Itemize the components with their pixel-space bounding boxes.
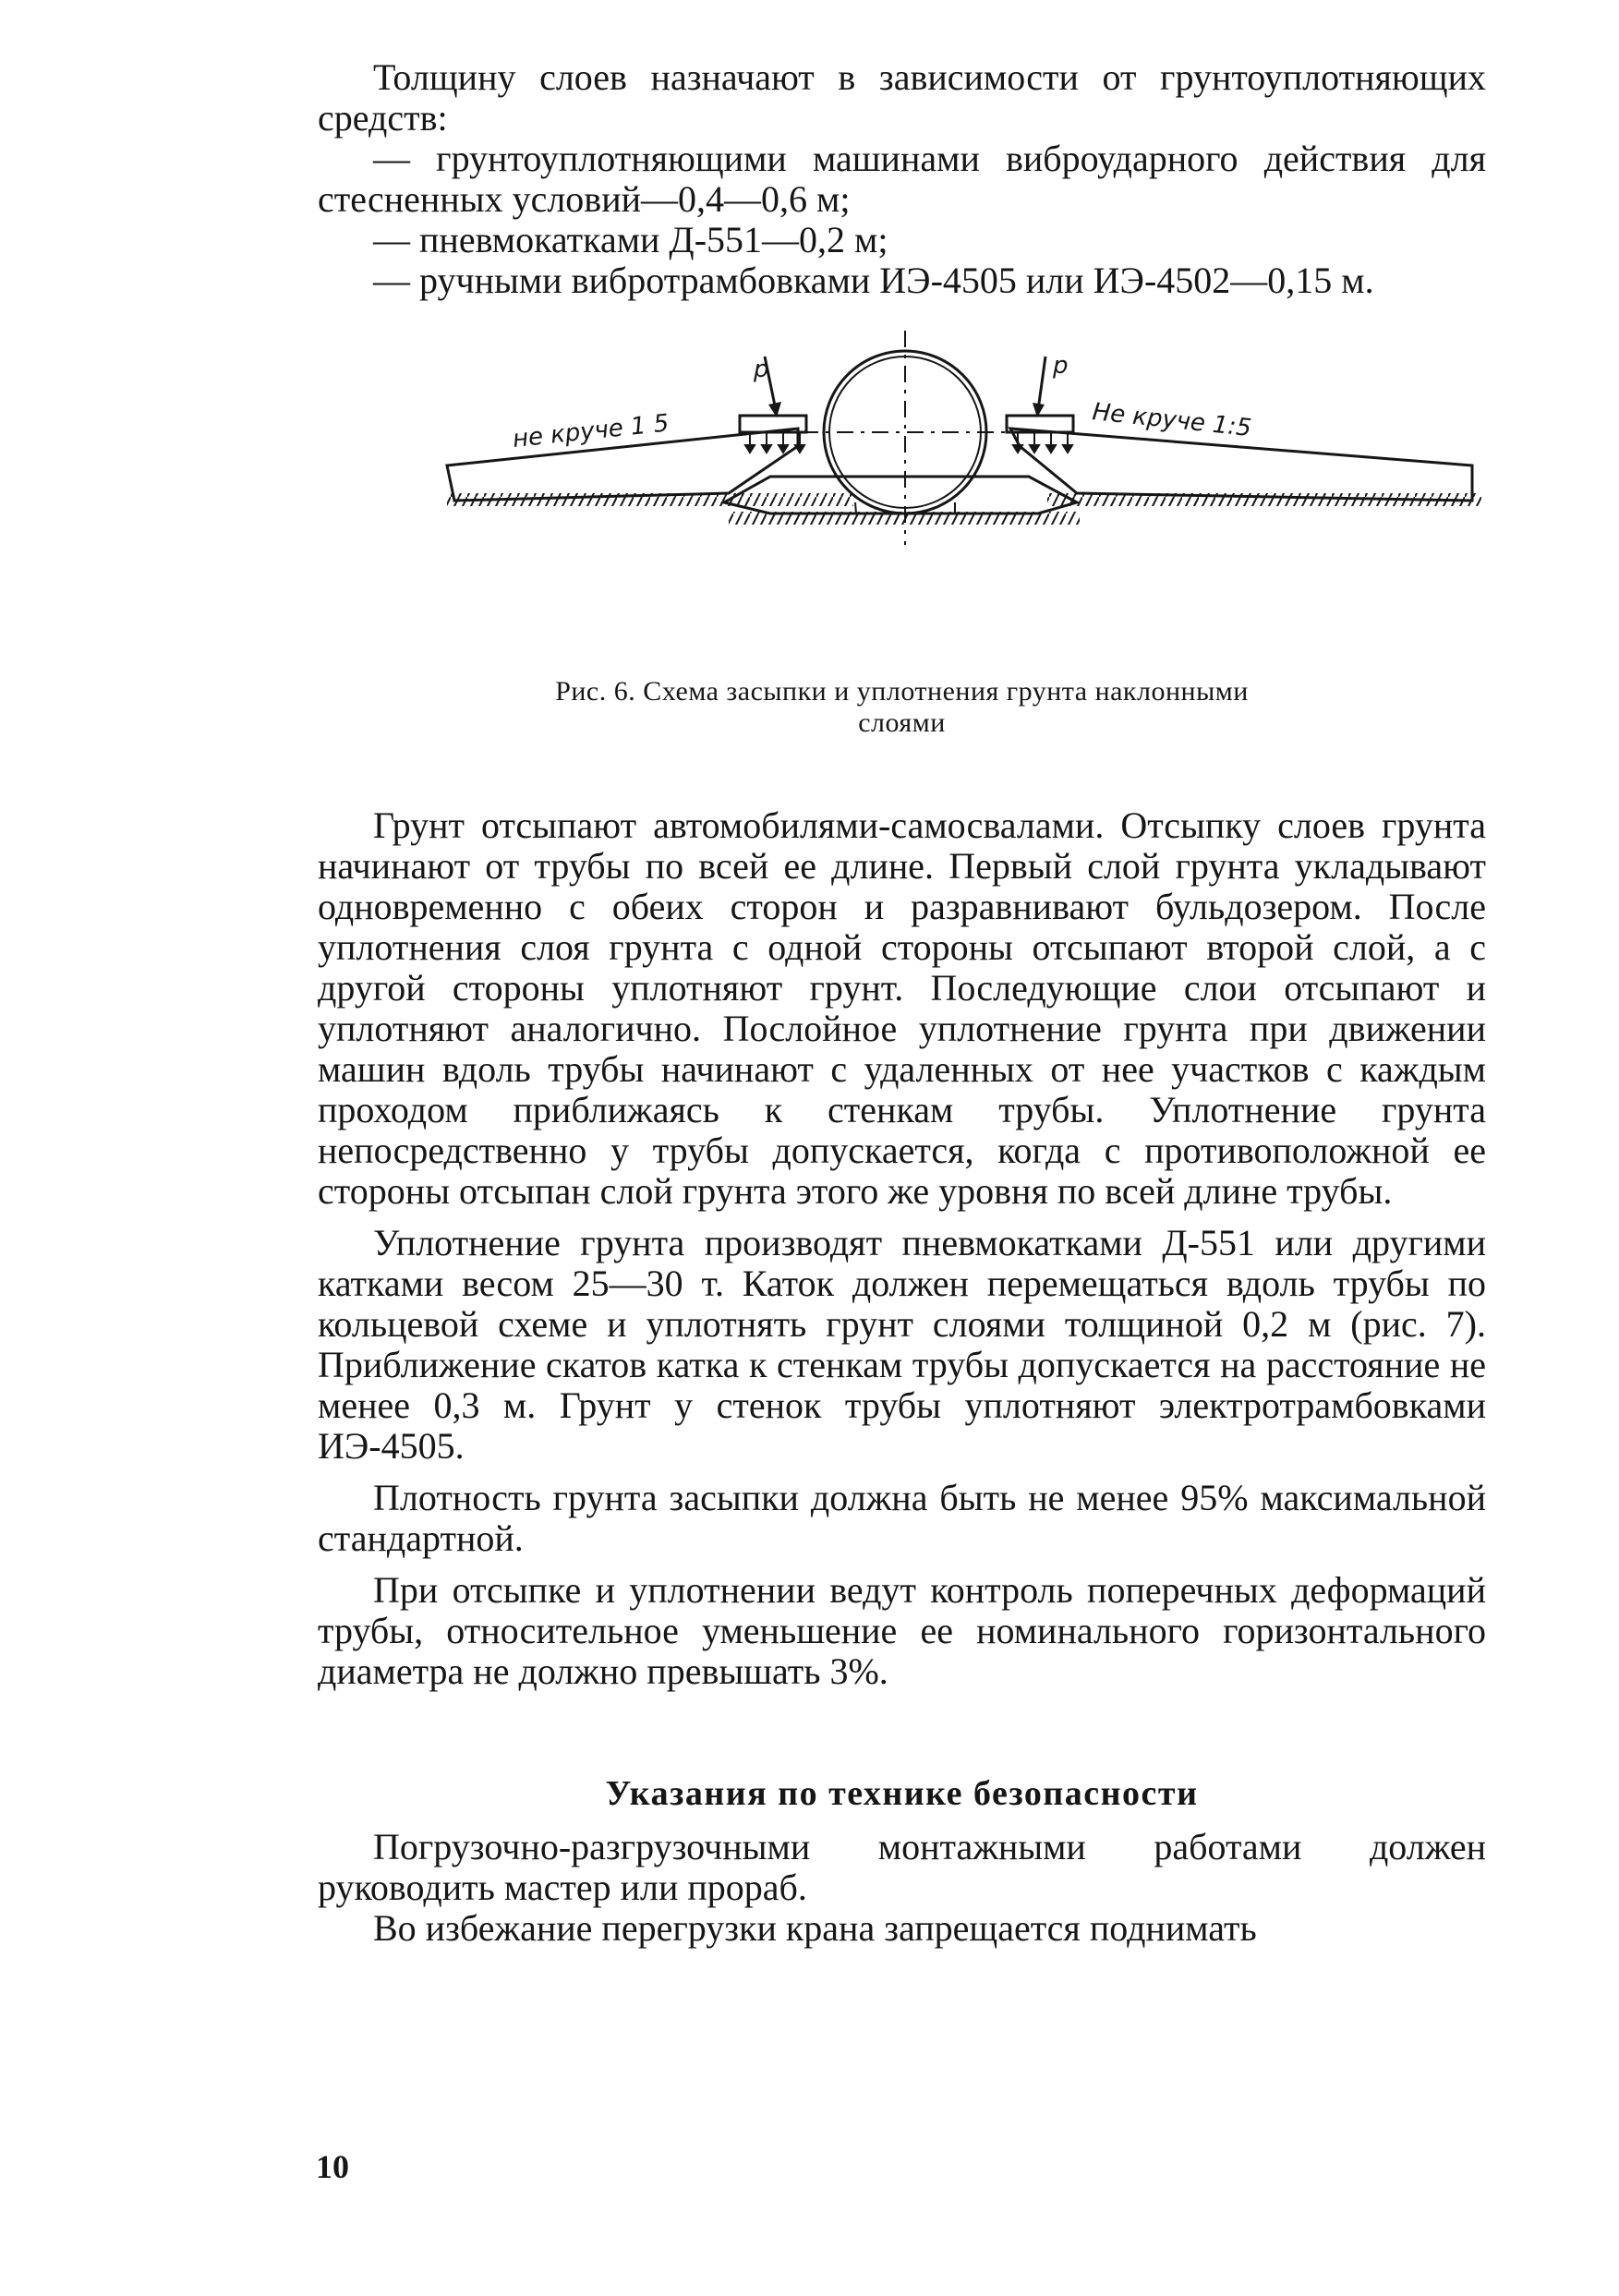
page-number: 10 — [316, 2148, 349, 2185]
slope-label-left: не круче 1 5 — [511, 409, 671, 453]
paragraph: Толщину слоев назначают в зависимости от грунтоуплотняющих средств: — [318, 56, 1486, 139]
backfill-diagram — [318, 331, 1486, 672]
paragraph: Уплотнение грунта производят пневмокатками Д-551 или другими катками весом 25—30 т. Каток должен перемещаться вдоль трубы по кольцевой схеме и уплотнять грунт слоями толщиной 0,2 м (рис. 7). Приближение скатов катка к стенкам трубы допускается на расстояние не менее 0,3 м. Грунт у стенок трубы уплотняют электротрамбовками ИЭ-4505. — [318, 1222, 1486, 1467]
list-item: — пневмокатками Д-551—0,2 м; — [373, 219, 888, 260]
caption-line: Рис. 6. Схема засыпки и уплотнения грунта наклонными — [555, 676, 1249, 707]
load-label-left: p — [754, 356, 769, 383]
load-label-right: p — [1053, 352, 1069, 380]
paragraph: Грунт отсыпают автомобилями-самосвалами. Отсыпку слоев грунта начинают от трубы по всей ее длине. Первый слой грунта укладывают одновременно с обеих сторон и разравнивают бульдозером. После уплотнения слоя грунта с одной стороны отсыпают второй слой, а с другой стороны уплотняют грунт. Последующие слои отсыпают и уплотняют аналогично. Послойное уплотнение грунта при движении машин вдоль трубы начинают с удаленных от нее участков с каждым проходом приближаясь к стенкам трубы. Уплотнение грунта непосредственно у трубы допускается, когда с противоположной ее стороны отсыпан слой грунта этого же уровня по всей длине трубы. — [318, 804, 1486, 1212]
section-heading: Указания по технике безопасности — [605, 1774, 1199, 1813]
figure-backfill-diagram — [318, 331, 1486, 672]
list-item: — ручными вибротрамбовками ИЭ-4505 или ИЭ-4502—0,15 м. — [373, 260, 1374, 301]
page-body — [318, 57, 1486, 1949]
paragraph: Во избежание перегрузки крана запрещается поднимать — [373, 1907, 1257, 1949]
list-item: — грунтоуплотняющими машинами виброударного действия для стесненных условий—0,4—0,6 м; — [318, 138, 1486, 220]
paragraph: Плотность грунта засыпки должна быть не менее 95% максимальной стандартной. — [318, 1477, 1486, 1559]
figure-caption — [318, 676, 1486, 739]
paragraph: Погрузочно-разгрузочными монтажными работами должен руководить мастер или прораб. — [318, 1826, 1486, 1908]
slope-label-right: Не круче 1:5 — [1091, 398, 1253, 443]
paragraph: При отсыпке и уплотнении ведут контроль поперечных деформаций трубы, относительное уменьшение ее номинального горизонтального диаметра не должно превышать 3%. — [318, 1569, 1486, 1692]
caption-line: слоями — [858, 707, 946, 738]
